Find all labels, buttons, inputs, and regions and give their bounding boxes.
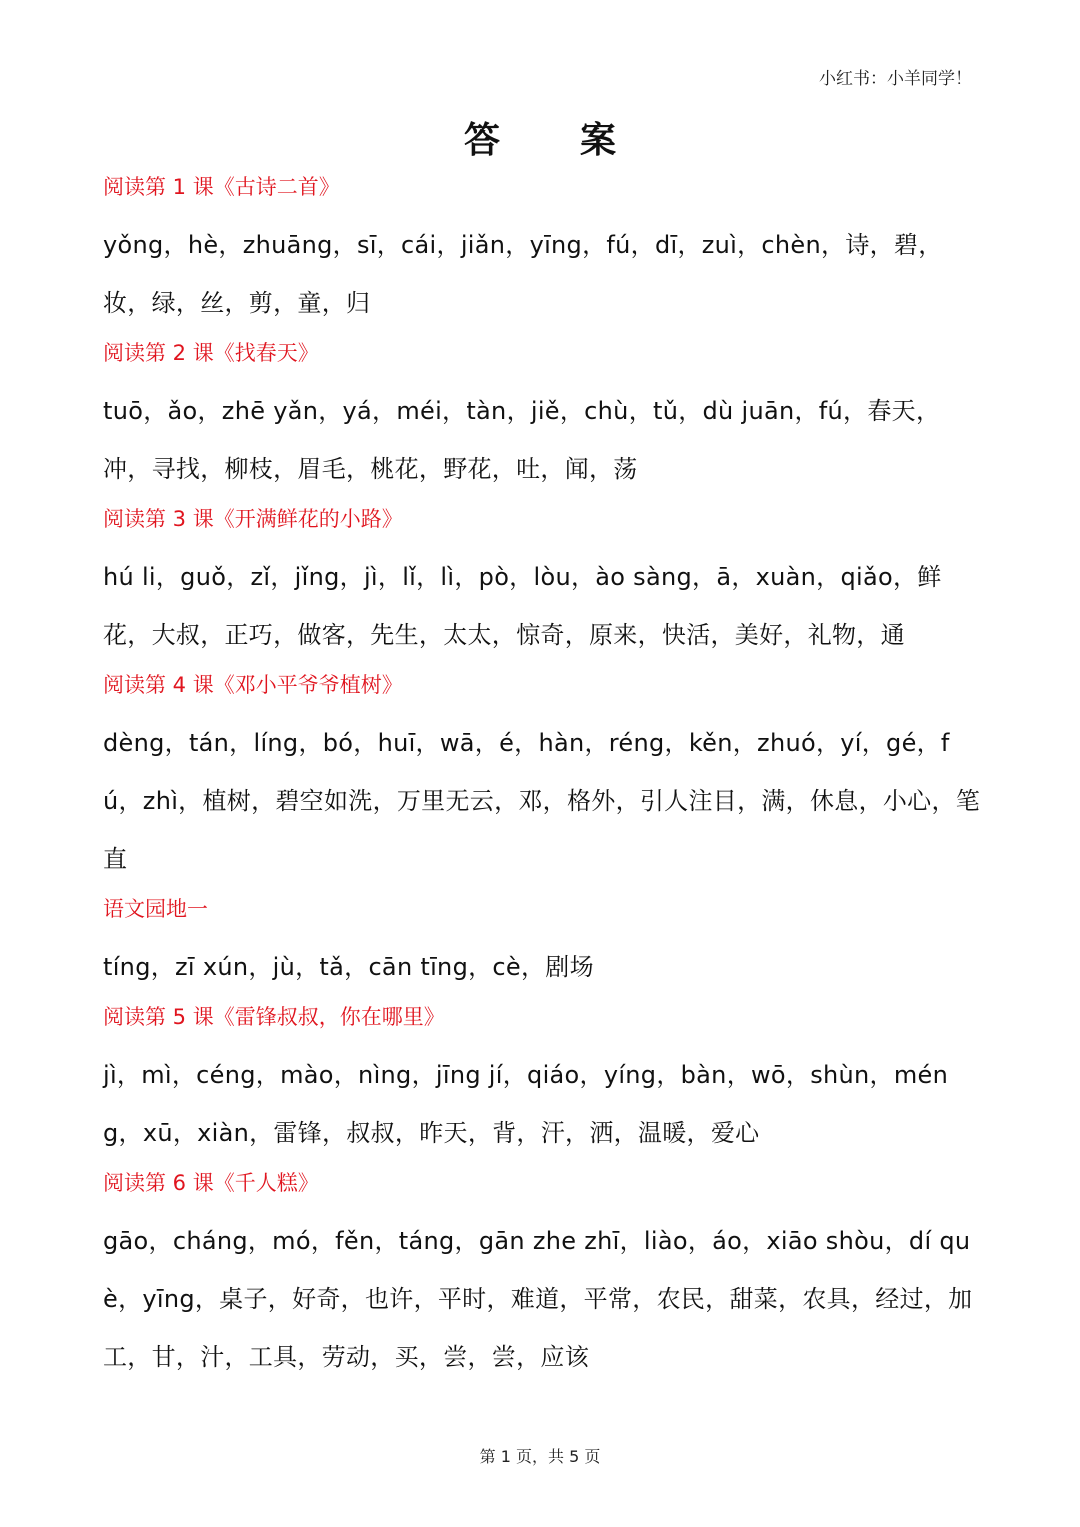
section-title: 阅读第 4 课《邓小平爷爷植树》 [103,673,403,697]
section-lesson-1 [103,172,983,332]
section-title: 语文园地一 [103,897,208,921]
answer-content [103,172,983,1392]
section-garden-1 [103,894,983,996]
section-title: 阅读第 6 课《千人糕》 [103,1171,319,1195]
section-title: 阅读第 3 课《开满鲜花的小路》 [103,507,403,531]
section-title: 阅读第 2 课《找春天》 [103,341,319,365]
section-answer: gāo，cháng，mó，fěn，táng，gān zhe zhī，liào，áo，xiāo shòu，dí què，yīng，桌子，好奇，也许，平时，难道，平常，农民，甜菜，农具，经过，加工，甘，汁，工具，劳动，买，尝，尝，应该 [103,1227,973,1371]
section-lesson-5 [103,1002,983,1162]
section-answer: yǒng，hè，zhuāng，sī，cái，jiǎn，yīng，fú，dī，zuì，chèn，诗，碧，妆，绿，丝，剪，童，归 [103,231,943,317]
section-answer: tíng，zī xún，jù，tǎ，cān tīng，cè，剧场 [103,953,594,981]
section-answer: tuō，ǎo，zhē yǎn，yá，méi，tàn，jiě，chù，tǔ，dù juān，fú，春天，冲，寻找，柳枝，眉毛，桃花，野花，吐，闻，荡 [103,397,941,483]
section-answer: hú li，guǒ，zǐ，jǐng，jì，lǐ，lì，pò，lòu，ào sàng，ā，xuàn，qiǎo，鲜花，大叔，正巧，做客，先生，太太，惊奇，原来，快活，美好，礼物，通 [103,563,942,649]
header-note: 小红书：小羊同学！ [819,69,972,89]
page-footer: 第 1 页，共 5 页 [479,1447,601,1466]
section-answer: dèng，tán，líng，bó，huī，wā，é，hàn，réng，kěn，zhuó，yí，gé，fú，zhì，植树，碧空如洗，万里无云，邓，格外，引人注目，满，休息，小心，笔直 [103,729,981,873]
section-answer: jì，mì，céng，mào，nìng，jīng jí，qiáo，yíng，bàn，wō，shùn，méng，xū，xiàn，雷锋，叔叔，昨天，背，汗，洒，温暖，爱心 [103,1061,949,1147]
section-title: 阅读第 5 课《雷锋叔叔，你在哪里》 [103,1005,445,1029]
title-right-char: 案 [580,120,617,161]
section-lesson-6 [103,1168,983,1386]
page-title [0,112,1080,163]
section-lesson-3 [103,504,983,664]
section-title: 阅读第 1 课《古诗二首》 [103,175,340,199]
section-lesson-2 [103,338,983,498]
section-lesson-4 [103,670,983,888]
title-left-char: 答 [463,120,500,161]
